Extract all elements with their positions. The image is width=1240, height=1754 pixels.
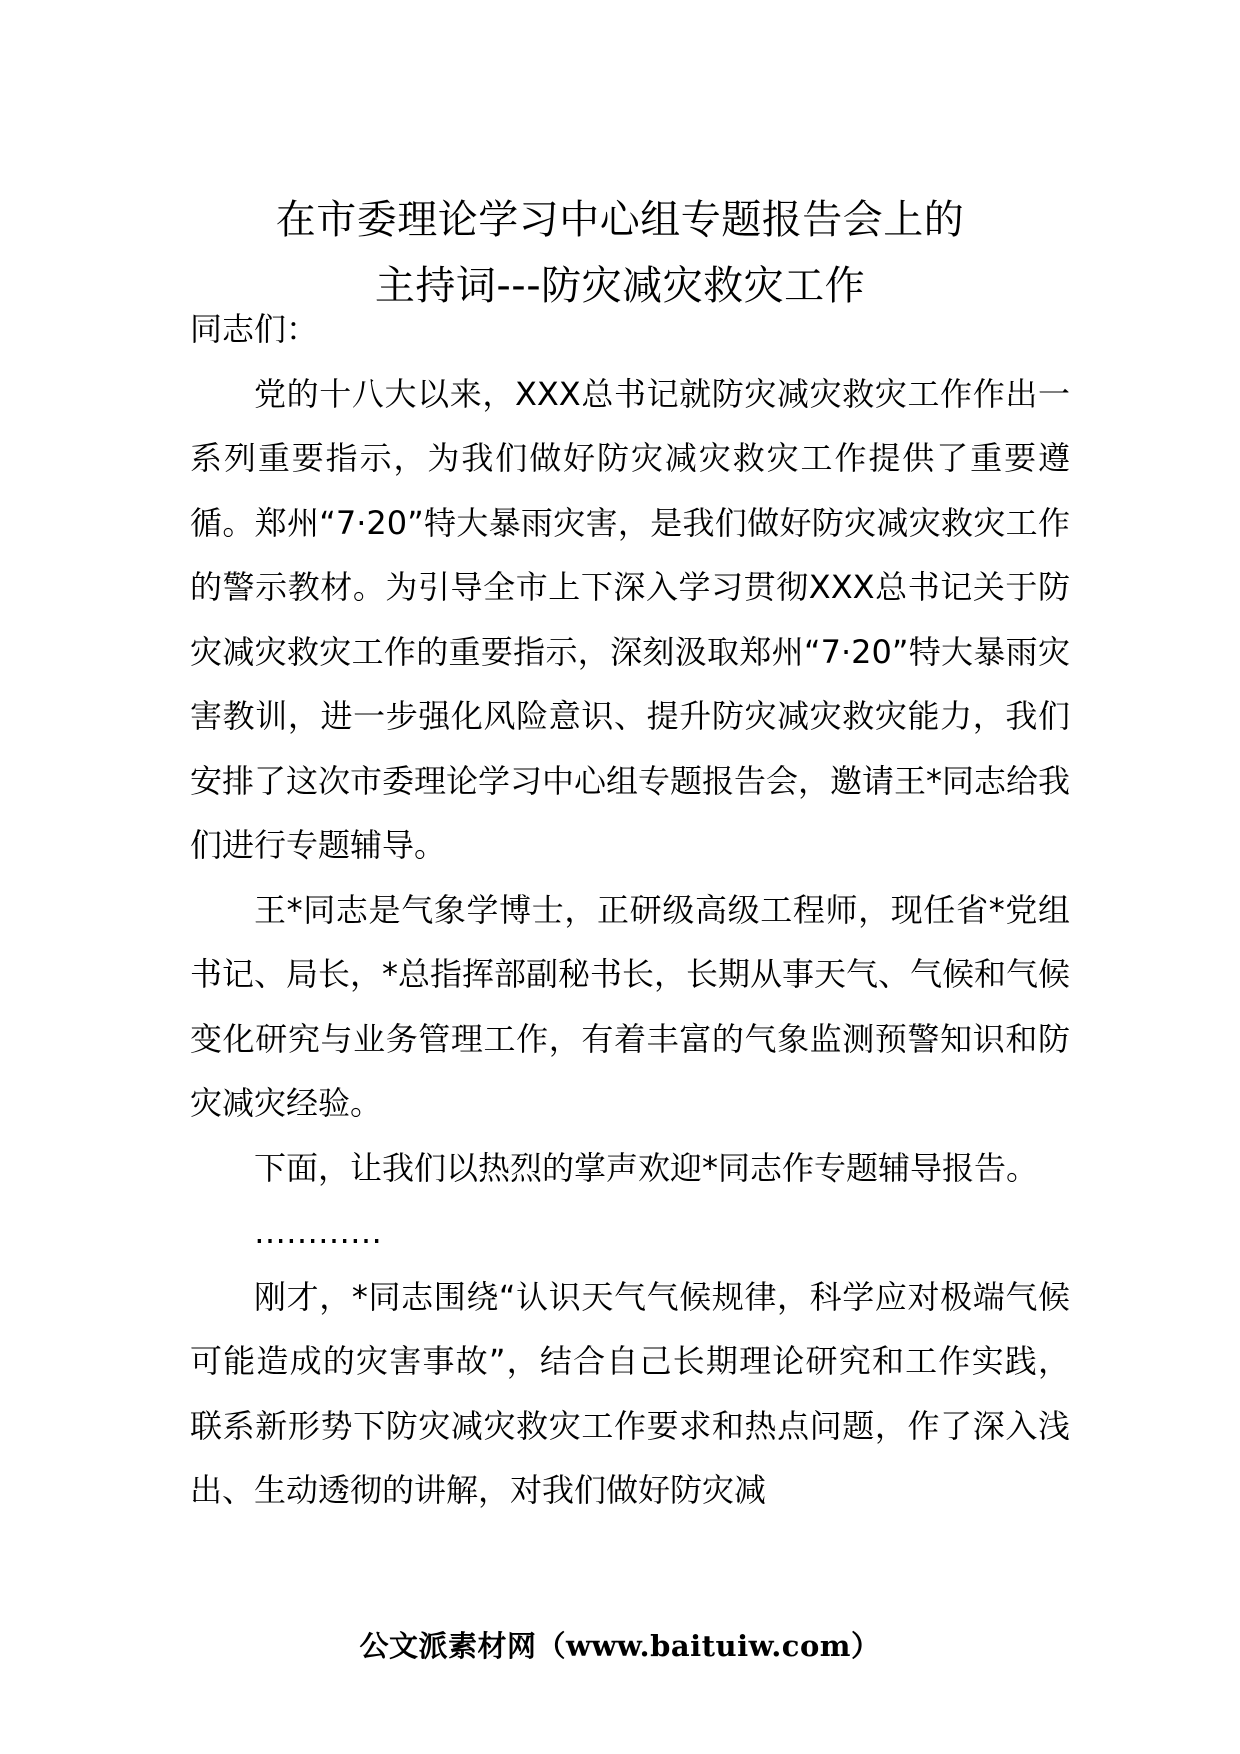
footer-watermark: 公文派素材网（www.baituiw.com） <box>359 1629 881 1663</box>
paragraph-welcome: 下面，让我们以热烈的掌声欢迎*同志作专题辅导报告。 <box>254 1148 1039 1187</box>
paragraph-speaker-bio: 王*同志是气象学博士，正研级高级工程师，现任省*党组书记、局长，*总指挥部副秘书长，长期从事天气、气候和气候变化研究与业务管理工作，有着丰富的气象监测预警知识和防灾减灾经验。 <box>190 890 1071 1122</box>
paragraph-intro: 党的十八大以来，XXX总书记就防灾减灾救灾工作作出一系列重要指示，为我们做好防灾减灾救灾工作提供了重要遵循。郑州“7·20”特大暴雨灾害，是我们做好防灾减灾救灾工作的警示教材。为引导全市上下深入学习贯彻XXX总书记关于防灾减灾救灾工作的重要指示，深刻汲取郑州“7·20”特大暴雨灾害教训，进一步强化风险意识、提升防灾减灾救灾能力，我们安排了这次市委理论学习中心组专题报告会，邀请王*同志给我们进行专题辅导。 <box>190 374 1071 864</box>
paragraph-summary: 刚才，*同志围绕“认识天气气候规律，科学应对极端气候可能造成的灾害事故”，结合自己长期理论研究和工作实践，联系新形势下防灾减灾救灾工作要求和热点问题，作了深入浅出、生动透彻的讲解，对我们做好防灾减 <box>190 1277 1070 1509</box>
salutation: 同志们： <box>190 310 319 348</box>
document-body <box>190 297 1070 1523</box>
paragraph-ellipsis: ………… <box>254 1213 382 1251</box>
title-line-1: 在市委理论学习中心组专题报告会上的 <box>275 196 965 243</box>
title-line-2: 主持词---防灾减灾救灾工作 <box>374 262 866 309</box>
